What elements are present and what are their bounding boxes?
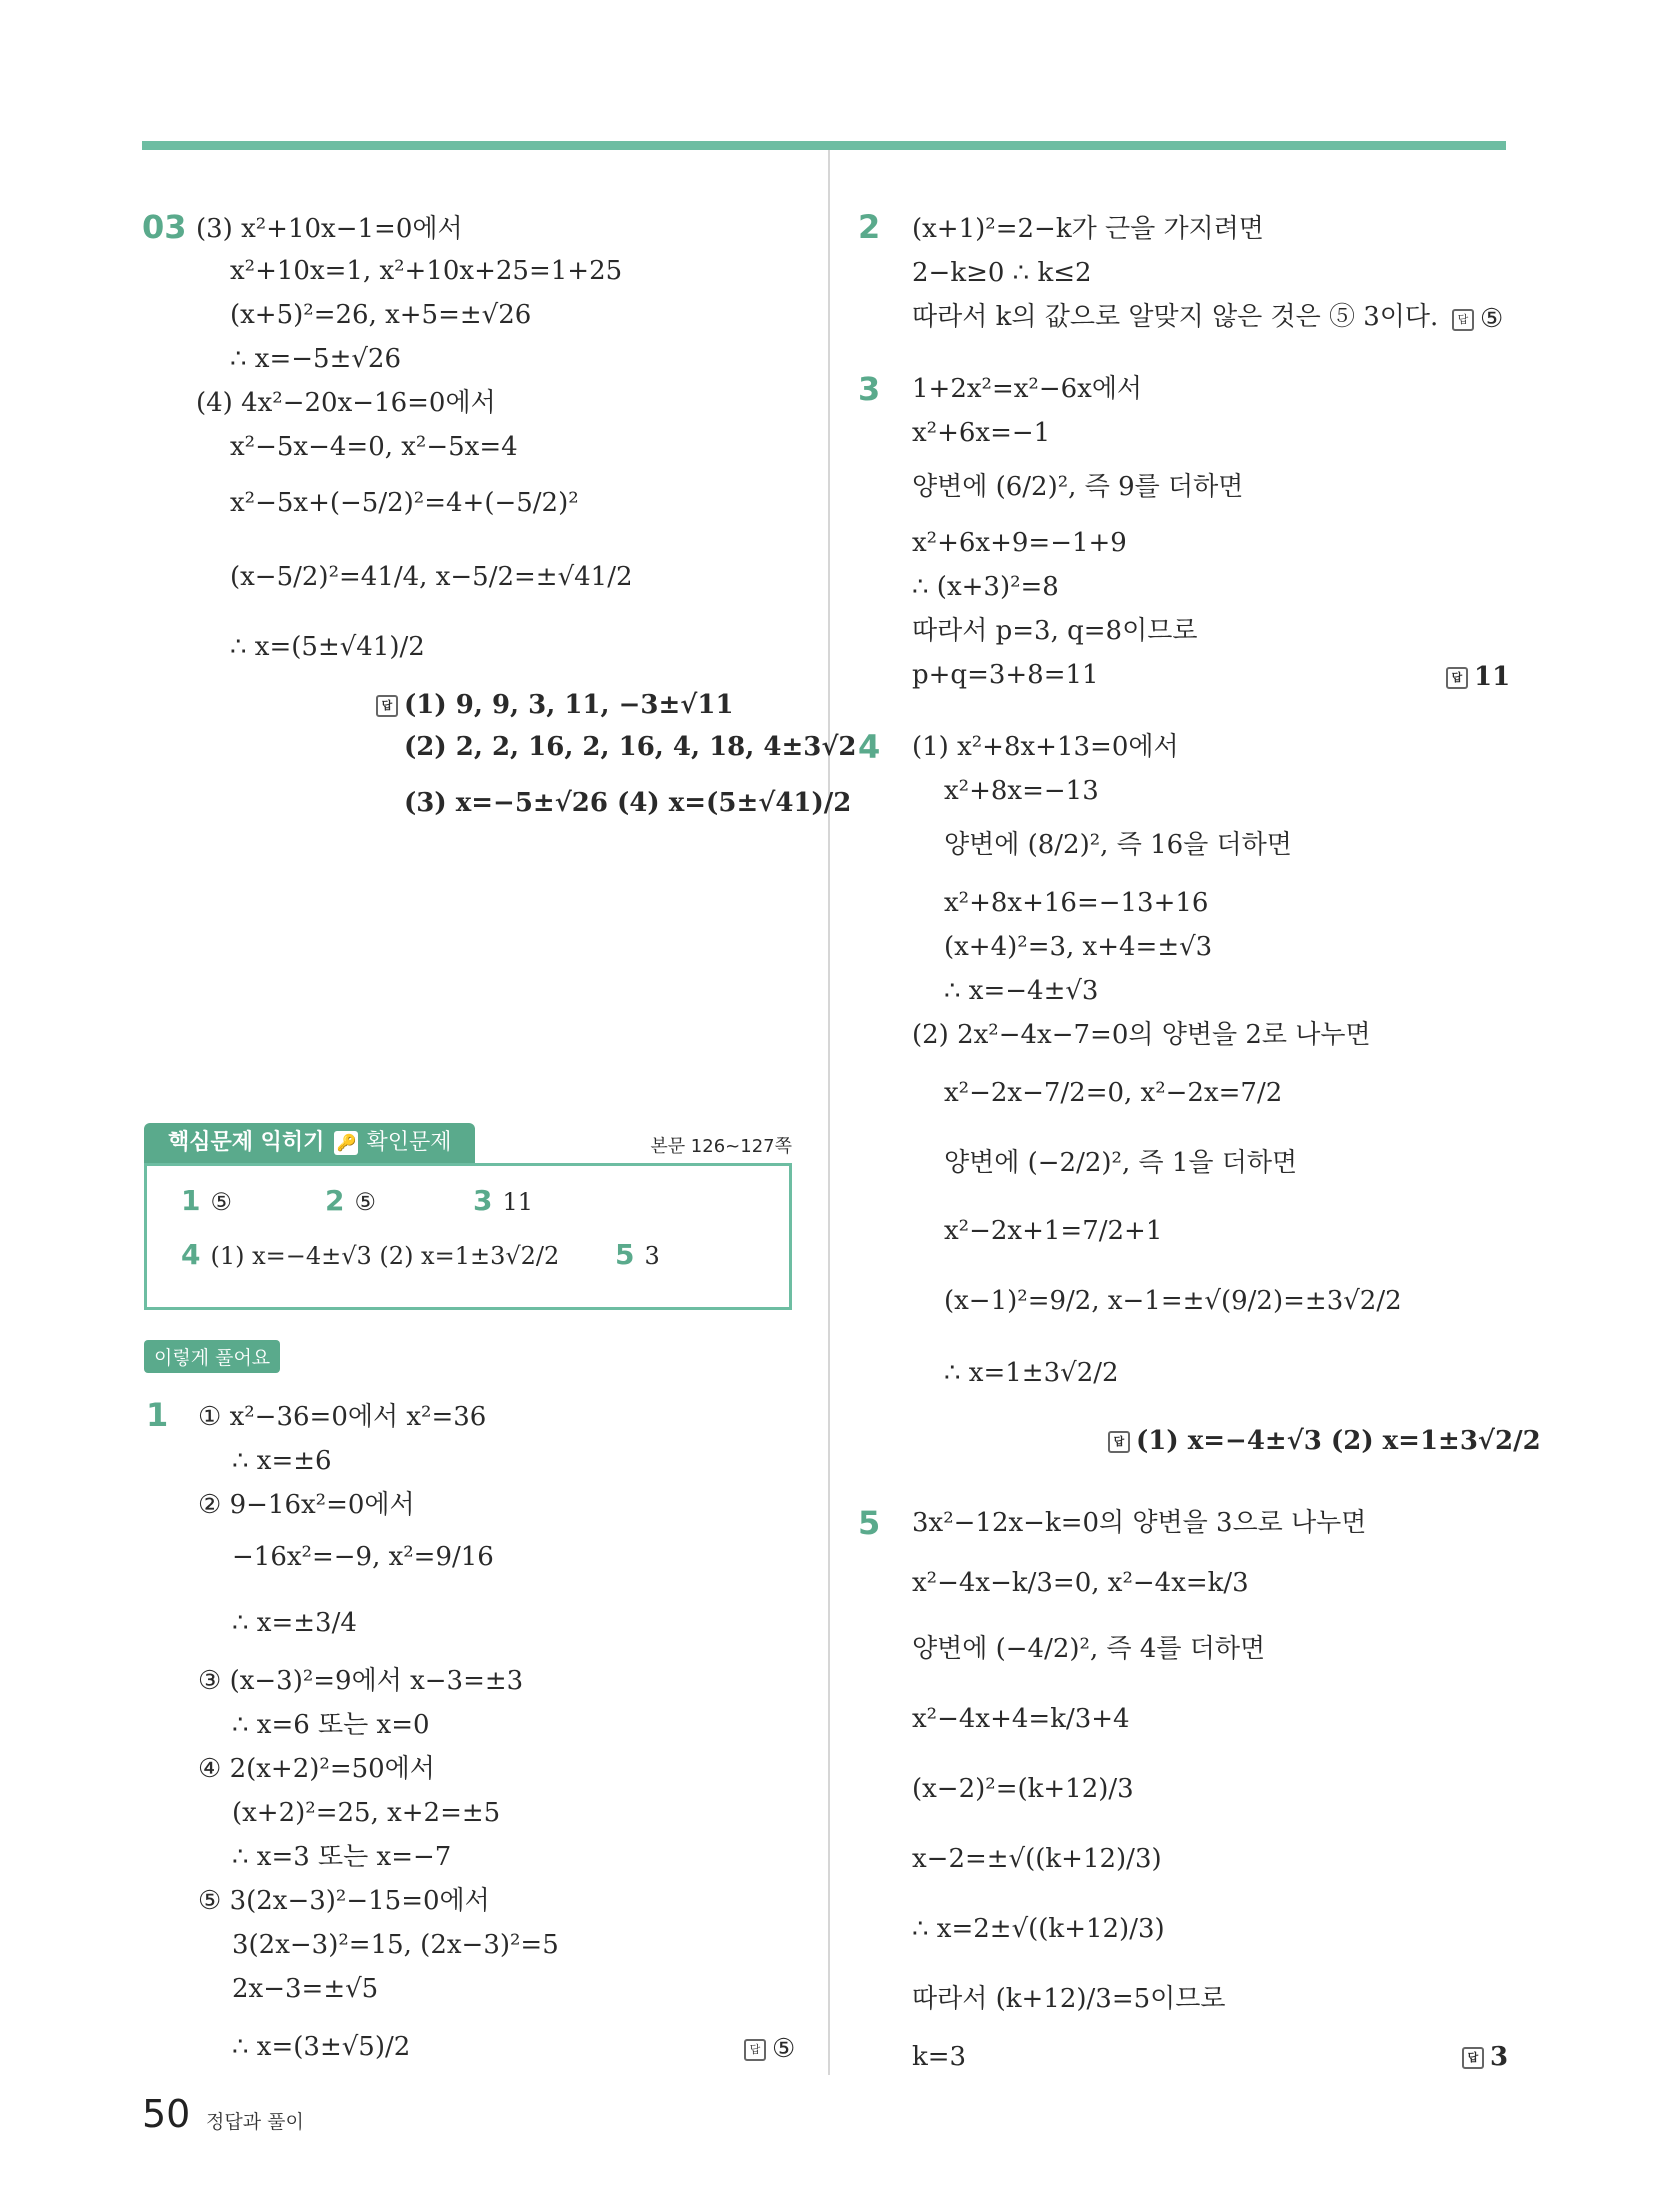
summary-item: 5 3 [615, 1238, 660, 1271]
solution-line: x²+6x+9=−1+9 [912, 528, 1127, 558]
solution-line: ∴ x=(5±√41)/2 [230, 632, 425, 662]
solution-line: 2−k≥0 ∴ k≤2 [912, 258, 1092, 288]
answer-line: 답 11 [1446, 660, 1510, 694]
solution-line: x²+6x=−1 [912, 418, 1051, 448]
page-number: 50 [142, 2092, 191, 2136]
summary-item: 1 ⑤ [181, 1184, 232, 1217]
top-accent-bar [142, 141, 1506, 150]
problem-number: 5 [858, 1504, 881, 1542]
solution-line: ⑤ 3(2x−3)²−15=0에서 [198, 1886, 490, 1916]
answer-line: 답 (1) x=−4±√3 (2) x=1±3√2/2 [1108, 1424, 1541, 1458]
solution-line: x²−4x−k/3=0, x²−4x=k/3 [912, 1568, 1249, 1598]
solution-line: (4) 4x²−20x−16=0에서 [196, 388, 496, 418]
solution-line: 양변에 (6/2)², 즉 9를 더하면 [912, 472, 1244, 502]
problem-number: 1 [146, 1396, 169, 1434]
solution-line: ∴ x=±3/4 [232, 1608, 357, 1638]
solution-line: (x+5)²=26, x+5=±√26 [230, 300, 532, 330]
column-divider [828, 150, 830, 2075]
solution-line: ∴ x=1±3√2/2 [944, 1358, 1119, 1388]
solution-line: 3(2x−3)²=15, (2x−3)²=5 [232, 1930, 559, 1960]
solution-line: ∴ x=3 또는 x=−7 [232, 1842, 452, 1872]
solution-line: ④ 2(x+2)²=50에서 [198, 1754, 435, 1784]
answer-box-icon: 답 [376, 695, 398, 717]
solution-line: (x+2)²=25, x+2=±5 [232, 1798, 501, 1828]
section-title: 핵심문제 익히기 🔑 확인문제 [144, 1123, 475, 1163]
answer-line: 답 ⑤ [1452, 302, 1503, 336]
solution-line: ∴ x=−5±√26 [230, 344, 402, 374]
answer-line: 답 ⑤ [744, 2032, 795, 2066]
solution-line: ∴ (x+3)²=8 [912, 572, 1059, 602]
solution-line: (3) x²+10x−1=0에서 [196, 214, 463, 244]
solution-line: 양변에 (−2/2)², 즉 1을 더하면 [944, 1148, 1298, 1178]
problem-number: 3 [858, 370, 881, 408]
solution-line: x²−2x−7/2=0, x²−2x=7/2 [944, 1078, 1283, 1108]
solution-line: 따라서 (k+12)/3=5이므로 [912, 1984, 1226, 2014]
solution-line: 2x−3=±√5 [232, 1974, 379, 2004]
solution-line: 따라서 k의 값으로 알맞지 않은 것은 ⑤ 3이다. [912, 302, 1439, 332]
solution-line: 양변에 (−4/2)², 즉 4를 더하면 [912, 1634, 1266, 1664]
page-reference: 본문 126~127쪽 [650, 1136, 792, 1157]
solution-line: ∴ x=6 또는 x=0 [232, 1710, 430, 1740]
solution-line: x²+8x+16=−13+16 [944, 888, 1209, 918]
answer-box-icon: 답 [744, 2039, 766, 2061]
solution-line: (x+1)²=2−k가 근을 가지려면 [912, 214, 1264, 244]
answer-line: 답 (1) 9, 9, 3, 11, −3±√11 [376, 688, 734, 722]
summary-item: 4 (1) x=−4±√3 (2) x=1±3√2/2 [181, 1238, 560, 1271]
solution-line: ∴ x=−4±√3 [944, 976, 1099, 1006]
problem-number: 4 [858, 728, 881, 766]
solution-line: (2) 2x²−4x−7=0의 양변을 2로 나누면 [912, 1020, 1371, 1050]
solution-line: ∴ x=±6 [232, 1446, 332, 1476]
solution-line: ∴ x=2±√((k+12)/3) [912, 1914, 1165, 1944]
answer-box-icon: 답 [1462, 2047, 1484, 2069]
solution-line: x²+8x=−13 [944, 776, 1099, 806]
solution-line: (x−1)²=9/2, x−1=±√(9/2)=±3√2/2 [944, 1286, 1402, 1316]
answer-line: (2) 2, 2, 16, 2, 16, 4, 18, 4±3√2 [404, 732, 857, 762]
solution-line: x−2=±√((k+12)/3) [912, 1844, 1162, 1874]
key-icon: 🔑 [334, 1131, 358, 1155]
solution-line: ∴ x=(3±√5)/2 [232, 2032, 411, 2062]
solution-line: x²−5x+(−5/2)²=4+(−5/2)² [230, 488, 579, 518]
summary-item: 2 ⑤ [325, 1184, 376, 1217]
solution-line: x²−2x+1=7/2+1 [944, 1216, 1163, 1246]
solution-line: 양변에 (8/2)², 즉 16을 더하면 [944, 830, 1292, 860]
solution-line: (x−5/2)²=41/4, x−5/2=±√41/2 [230, 562, 633, 592]
problem-number: 03 [142, 208, 187, 246]
solution-line: x²−4x+4=k/3+4 [912, 1704, 1130, 1734]
solution-line: p+q=3+8=11 [912, 660, 1099, 690]
summary-item: 3 11 [473, 1184, 534, 1217]
answer-box-icon: 답 [1446, 667, 1468, 689]
solution-line: (x−2)²=(k+12)/3 [912, 1774, 1134, 1804]
solution-line: k=3 [912, 2042, 967, 2072]
solution-line: (x+4)²=3, x+4=±√3 [944, 932, 1213, 962]
answer-summary-box [144, 1163, 792, 1310]
solution-line: x²+10x=1, x²+10x+25=1+25 [230, 256, 623, 286]
solution-line: 1+2x²=x²−6x에서 [912, 374, 1143, 404]
footer-label: 정답과 풀이 [206, 2111, 304, 2133]
problem-number: 2 [858, 208, 881, 246]
solution-line: −16x²=−9, x²=9/16 [232, 1542, 494, 1572]
solution-line: ③ (x−3)²=9에서 x−3=±3 [198, 1666, 524, 1696]
solution-line: 3x²−12x−k=0의 양변을 3으로 나누면 [912, 1508, 1367, 1538]
solution-line: x²−5x−4=0, x²−5x=4 [230, 432, 518, 462]
answer-box-icon: 답 [1452, 309, 1474, 331]
answer-line: (3) x=−5±√26 (4) x=(5±√41)/2 [404, 788, 852, 818]
answer-line: 답 3 [1462, 2040, 1508, 2074]
answer-box-icon: 답 [1108, 1431, 1130, 1453]
solution-line: (1) x²+8x+13=0에서 [912, 732, 1179, 762]
solution-line: ② 9−16x²=0에서 [198, 1490, 415, 1520]
solution-line: 따라서 p=3, q=8이므로 [912, 616, 1198, 646]
solution-heading: 이렇게 풀어요 [144, 1340, 280, 1373]
solution-line: ① x²−36=0에서 x²=36 [198, 1402, 487, 1432]
